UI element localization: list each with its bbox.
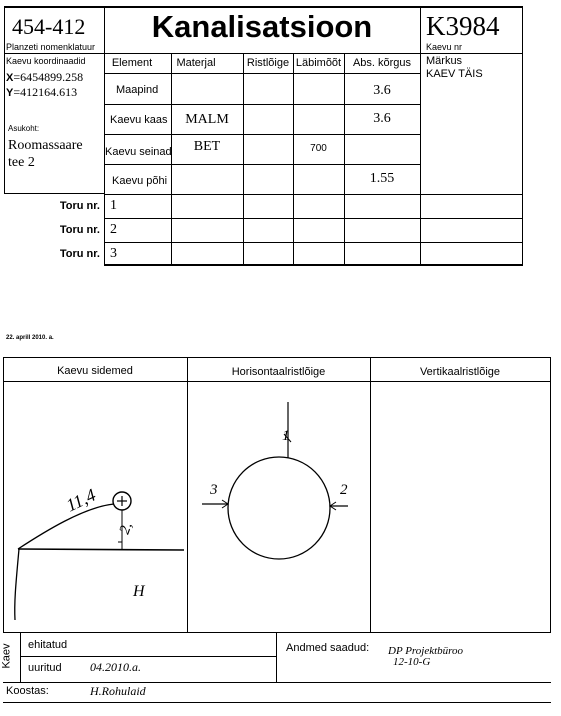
table-row-diameter: 700: [310, 143, 327, 154]
table-row-element: Kaevu seinad: [105, 146, 172, 158]
coord-y: [6, 85, 77, 100]
table-row-material: MALM: [185, 112, 229, 127]
horizontal-section-sketch: [188, 382, 370, 632]
col-header-element: Element: [111, 57, 153, 69]
pipe-label-3: 3: [210, 482, 218, 498]
col-header-height: Abs. kõrgus: [352, 57, 412, 69]
table-row-element: Kaevu põhi: [112, 175, 168, 187]
well-caption: Kaevu nr: [426, 42, 463, 52]
date-line: 22. aprill 2010. a.: [6, 335, 54, 341]
sketch-header-vertical: Vertikaalristlõige: [419, 366, 501, 378]
source-line1: DP Projektbüroo: [388, 645, 464, 657]
pipe-number: 3: [110, 246, 117, 261]
pipe-label-2: 2: [340, 482, 348, 498]
col-header-section: Ristlõige: [246, 57, 290, 69]
measured-value: 04.2010.a.: [90, 660, 141, 674]
remarks-value: KAEV TÄIS: [426, 68, 483, 80]
table-row-element: Maapind: [116, 84, 159, 96]
pipe-label: Toru nr.: [59, 224, 100, 236]
author-value: H.Rohulaid: [90, 684, 146, 698]
address-line1: Roomassaare: [8, 138, 83, 153]
pipe-label-1: 1: [282, 428, 290, 444]
table-row-height: 1.55: [369, 171, 395, 186]
coord-x: [6, 70, 83, 85]
remarks-label: Märkus: [426, 55, 463, 67]
coord-x-value: =6454899.258: [13, 70, 84, 84]
author-label: Koostas:: [6, 685, 49, 697]
source-line2: 12-10-G: [393, 656, 431, 668]
kaev-label: Kaev: [0, 643, 13, 669]
source-label: Andmed saadud:: [286, 642, 370, 654]
sheet-caption: Planzeti nomenklatuur: [6, 42, 96, 52]
coord-y-prefix: Y: [6, 87, 14, 99]
connections-sketch: [4, 382, 187, 632]
address-label: Asukoht:: [8, 124, 40, 133]
pipe-number: 1: [110, 198, 117, 213]
distance-label-1: 11,4: [62, 484, 99, 516]
built-label: ehitatud: [28, 639, 68, 651]
sketch-header-connections: Kaevu sidemed: [57, 365, 133, 377]
pipe-label: Toru nr.: [59, 248, 100, 260]
address-line2: tee 2: [8, 155, 35, 170]
table-row-height: 3.6: [373, 111, 391, 126]
coord-y-value: =412164.613: [13, 85, 78, 99]
table-row-height: 3.6: [373, 83, 391, 98]
col-header-diameter: Läbimõõt: [295, 57, 342, 69]
coord-x-prefix: X: [6, 72, 14, 84]
table-row-element: Kaevu kaas: [110, 114, 168, 126]
distance-label-2: 2,: [116, 520, 136, 537]
sketch-header-horizontal: Horisontaalristlõige: [231, 366, 326, 378]
measured-label: uuritud: [28, 662, 62, 674]
well-number: K3984: [426, 11, 500, 41]
page-title: Kanalisatsioon: [151, 9, 373, 44]
mark-h: H: [133, 583, 145, 600]
pipe-number: 2: [110, 222, 117, 237]
pipe-label: Toru nr.: [59, 200, 100, 212]
coords-label: Kaevu koordinaadid: [6, 56, 86, 66]
table-row-material: BET: [193, 139, 221, 154]
col-header-material: Materjal: [176, 57, 216, 69]
sheet-number: 454-412: [12, 14, 86, 39]
